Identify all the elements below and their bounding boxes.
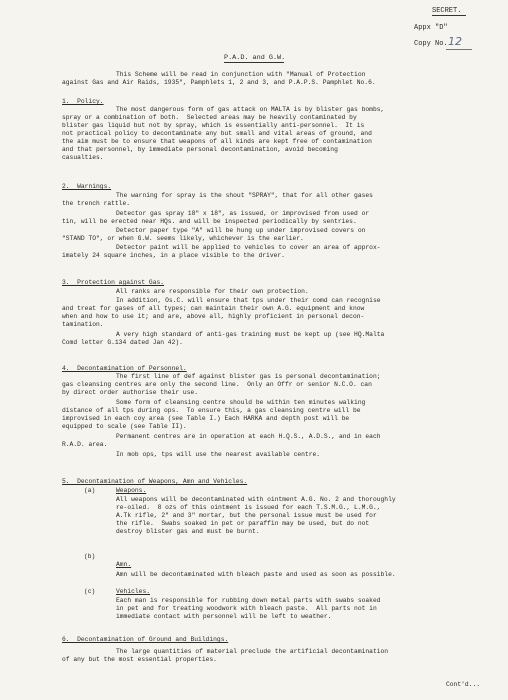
section-5-a-line: All weapons will be decontaminated with ointment A.G. No. 2 and thoroughly — [116, 496, 396, 503]
section-5-b-heading: Amn. — [116, 561, 132, 568]
section-2-heading: 2. Warnings. — [62, 183, 112, 190]
section-2-line: imately 24 square inches, in a place visible to the driver. — [62, 252, 285, 259]
section-2-line: Detector paper type "A" will be hung up under improvised covers on — [116, 227, 366, 234]
section-5-heading: 5. Decontamination of Weapons, Amn and Vehicles. — [62, 478, 248, 485]
section-3-line: In addition, Os.C. will ensure that tps under their comd can recognise — [116, 297, 381, 304]
section-4-line: distance of all tps during ops. To ensure this, a gas cleansing centre will be — [62, 407, 361, 414]
section-1-line: the aim must be to ensure that weapons of all kinds are kept free of contamination — [62, 138, 372, 145]
section-1-heading: 1. Policy. — [62, 98, 104, 105]
section-5-a-line: A.Tk rifle, 2" and 3" mortar, but the personal issue must be used for — [116, 512, 377, 519]
section-5-c-heading: Vehicles. — [116, 588, 151, 595]
section-3-line: All ranks are responsible for their own protection. — [116, 288, 309, 295]
intro-line-1: This Scheme will be read in conjunction with "Manual of Protection — [116, 71, 366, 78]
section-4-line: R.A.D. area. — [62, 441, 108, 448]
section-6-heading: 6. Decontamination of Ground and Buildings. — [62, 636, 229, 643]
section-4-line: In mob ops, tps will use the nearest available centre. — [116, 451, 321, 458]
section-5-a-line: destroy blister gas and must be burnt. — [116, 528, 260, 535]
section-2-line: Detector gas spray 18" x 18", as issued, or improvised from used or — [116, 210, 370, 217]
secret-label: SECRET. — [432, 7, 462, 15]
copy-number-label: Copy No. — [414, 40, 448, 48]
section-5-c-line: immediate contact with personnel will be left to weather. — [116, 613, 332, 620]
section-5-b-line: Amn will be decontaminated with bleach paste and used as soon as possible. — [116, 571, 396, 578]
section-4-line: The first line of def against blister gas is personal decontamination; — [116, 373, 381, 380]
section-5-c-line: Each man is responsible for rubbing down metal parts with swabs soaked — [116, 597, 381, 604]
section-5-a-line: re-oiled. 8 ozs of this ointment is issued for each T.S.M.G., L.M.G., — [116, 504, 381, 511]
secret-underline — [432, 15, 466, 16]
section-1-line: not practical policy to decontaminate any but small and vital areas of ground, and — [62, 130, 372, 137]
section-4-line: improvised in each coy area (see Table I.) Each HARKA and depth post will be — [62, 415, 350, 422]
copy-number-handwritten: 12 — [448, 35, 462, 48]
section-4-line: equipped to scale (see Table II). — [62, 423, 187, 430]
intro-line-2: against Gas and Air Raids, 1935", Pamphlets 1, 2 and 3, and P.A.P.S. Pamphlet No.6. — [62, 79, 376, 86]
section-4-heading: 4. Decontamination of Personnel. — [62, 365, 187, 372]
section-3-line: tamination. — [62, 321, 104, 328]
section-3-line: A very high standard of anti-gas training must be kept up (see HQ.Malta — [116, 331, 385, 338]
section-4-line: Some form of cleansing centre should be within ten minutes walking — [116, 399, 366, 406]
section-5-a-label: (a) — [84, 487, 96, 494]
section-4-line: by direct order authorise their use. — [62, 389, 199, 396]
section-1-line: casualties. — [62, 154, 104, 161]
appendix-label: Appx "D" — [414, 24, 448, 32]
continued-label: Cont'd... — [446, 681, 481, 688]
section-2-line: tin, will be erected near HQs. and will be inspected periodically by sentries. — [62, 218, 357, 225]
section-4-line: gas cleansing centres are only the second line. Only an Offr or senior N.C.O. can — [62, 381, 372, 388]
section-2-line: The warning for spray is the shout "SPRAY", that for all other gases — [116, 192, 373, 199]
document-title: P.A.D. and G.W. — [224, 54, 286, 62]
title-underline — [224, 62, 284, 63]
section-2-line: "STAND TO", or when G.W. seems likely, whichever is the earlier. — [62, 235, 304, 242]
section-5-c-label: (c) — [84, 588, 96, 595]
section-3-line: when and how to use it; and are, above all, highly proficient in personal decon- — [62, 313, 365, 320]
section-6-line: of any but the most essential properties. — [62, 656, 217, 663]
section-4-line: Permanent centres are in operation at each H.Q.S., A.D.S., and in each — [116, 433, 381, 440]
section-6-line: The large quantities of material preclude the artificial decontamination — [116, 648, 389, 655]
copy-number-line — [446, 49, 472, 50]
section-5-c-line: in pet and for treating woodwork with bleach paste. All parts not in — [116, 605, 377, 612]
section-1-line: blister gas liquid but not by spray, which is essentially anti-personnel. It is — [62, 122, 365, 129]
section-2-line: Detector paint will be applied to vehicles to cover an area of approx- — [116, 244, 381, 251]
section-1-line: and that personnel, by immediate personal decontamination, avoid becoming — [62, 146, 338, 153]
section-3-heading: 3. Protection against Gas. — [62, 279, 165, 286]
section-3-line: and treat for gases of all types; can maintain their own A.G. equipment and know — [62, 305, 365, 312]
section-5-a-heading: Weapons. — [116, 487, 147, 494]
section-3-line: Comd letter G.134 dated Jan 42). — [62, 339, 183, 346]
section-1-line: spray or a combination of both. Selected areas may be heavily contaminated by — [62, 114, 357, 121]
section-5-b-label: (b) — [84, 553, 96, 560]
section-5-a-line: the rifle. Swabs soaked in pet or paraffin may be used, but do not — [116, 520, 370, 527]
section-1-line: The most dangerous form of gas attack on MALTA is by blister gas bombs, — [116, 106, 385, 113]
section-2-line: the trench rattle. — [62, 200, 131, 207]
